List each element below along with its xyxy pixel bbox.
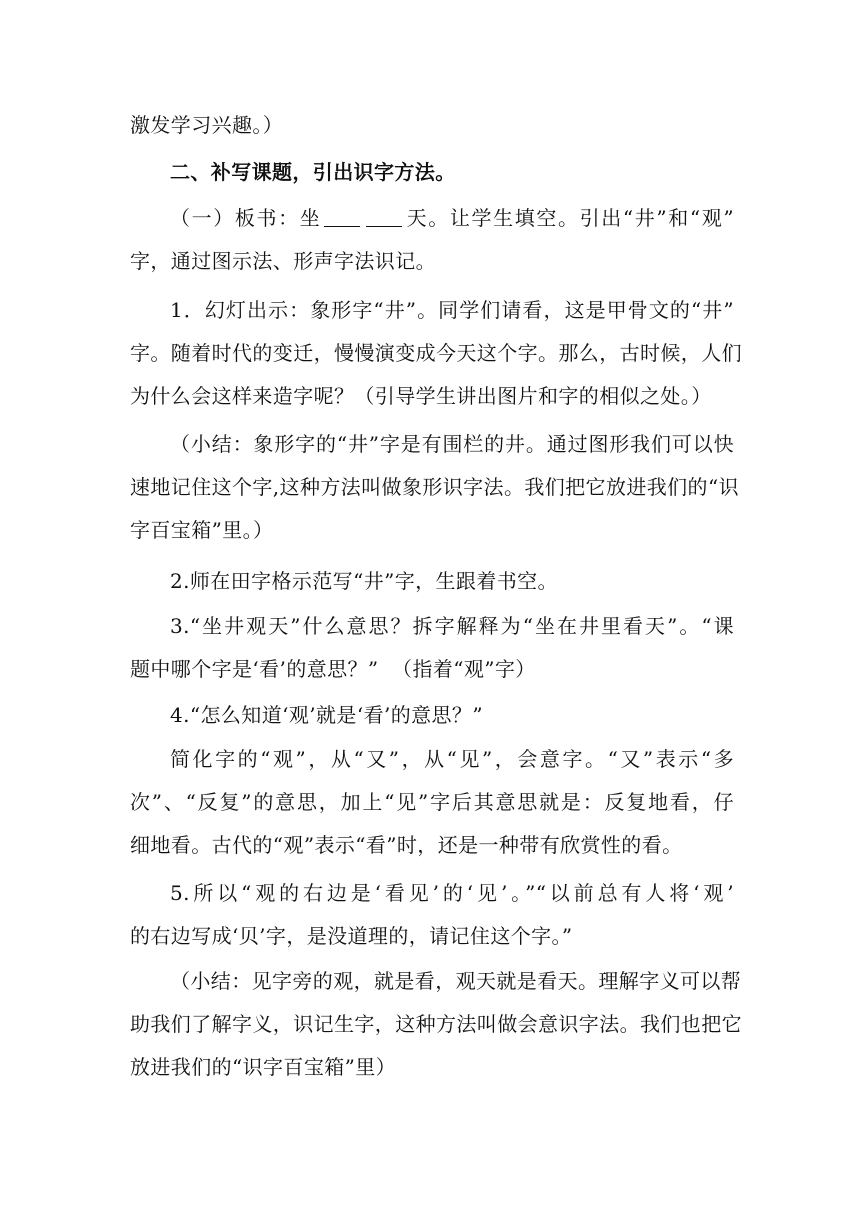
paragraph-step-4 — [130, 694, 734, 737]
text-line: 题中哪个字是‘看’的意思？” （指着“观”字） — [130, 657, 536, 681]
text-line: 字。随着时代的变迁，慢慢演变成今天这个字。那么，古时候，人们 — [130, 341, 742, 365]
text-line: 字，通过图示法、形声字法识记。 — [130, 249, 436, 273]
paragraph-step-1 — [130, 289, 742, 418]
paragraph-summary-1 — [130, 423, 739, 552]
text-line: 的右边写成‘贝’字，是没道理的，请记住这个字。” — [130, 924, 573, 948]
text-line: 4.“怎么知道‘观’就是‘看’的意思？” — [170, 703, 483, 727]
text-line: 简化字的“观”，从“又”，从“见”，会意字。“又”表示“多 — [170, 747, 734, 771]
text-line: 放进我们的“识字百宝箱”里） — [130, 1055, 397, 1079]
paragraph-step-5 — [130, 872, 734, 958]
text-segment: 天。让学生填空。引出“井”和“观” — [405, 206, 734, 230]
text-line: 5.所以“观的右边是‘看见’的‘见’。”“以前总有人将‘观’ — [170, 881, 734, 905]
paragraph-summary-2 — [130, 960, 742, 1089]
text-line: 2.师在田字格示范写“井”字，生跟着书空。 — [170, 569, 558, 593]
text-line: 细地看。古代的“观”表示“看”时，还是一种带有欣赏性的看。 — [130, 833, 683, 857]
text-line: 助我们了解字义，识记生字，这种方法叫做会意识字法。我们也把它 — [130, 1012, 742, 1036]
paragraph-step-3 — [130, 605, 734, 691]
paragraph-step-2 — [130, 560, 734, 603]
text-line: 字百宝箱”里。） — [130, 518, 274, 542]
section-heading — [130, 151, 734, 194]
text-line: （小结：象形字的“井”字是有围栏的井。通过图形我们可以快 — [170, 432, 734, 456]
text-segment: （一）板书：坐 — [170, 206, 322, 230]
text-line: 3.“坐井观天”什么意思？拆字解释为“坐在井里看天”。“课 — [170, 614, 734, 638]
heading-text: 二、补写课题，引出识字方法。 — [170, 160, 456, 184]
text-line: 激发学习兴趣。） — [130, 113, 284, 137]
fill-blank-2 — [366, 206, 402, 227]
text-line: 1．幻灯出示：象形字“井”。同学们请看，这是甲骨文的“井” — [170, 298, 734, 322]
paragraph-continuation — [130, 104, 734, 147]
text-line: 速地记住这个字,这种方法叫做象形识字法。我们把它放进我们的“识 — [130, 475, 739, 499]
paragraph-explanation — [130, 738, 734, 867]
text-line: 次”、“反复”的意思，加上“见”字后其意思就是：反复地看，仔 — [130, 790, 734, 814]
text-line — [130, 197, 734, 240]
text-line: （小结：见字旁的观，就是看，观天就是看天。理解字义可以帮 — [170, 969, 742, 993]
fill-blank-1 — [324, 206, 360, 227]
paragraph-board-writing — [130, 197, 734, 283]
text-line: 为什么会这样来造字呢？（引导学生讲出图片和字的相似之处。） — [130, 384, 712, 408]
